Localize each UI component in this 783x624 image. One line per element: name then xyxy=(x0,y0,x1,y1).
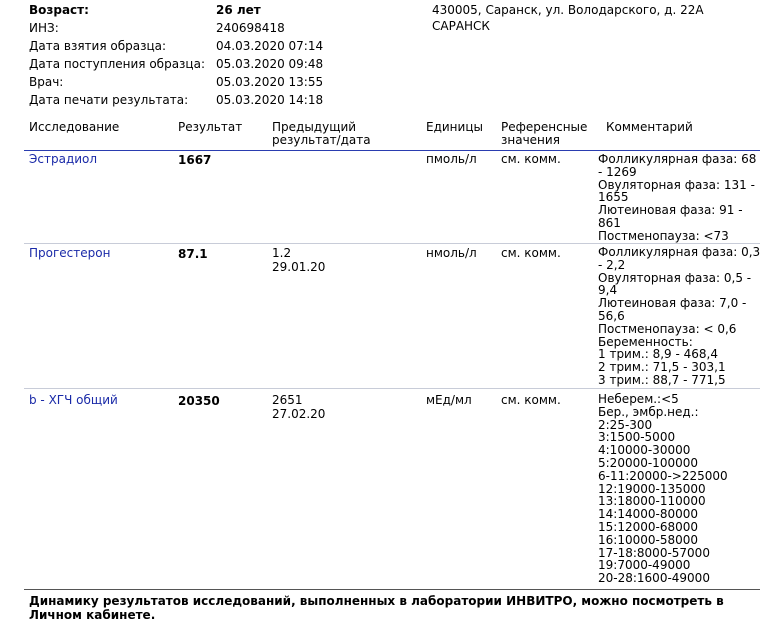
header-divider xyxy=(24,150,760,151)
sample-received-value: 05.03.2020 09:48 xyxy=(216,57,324,71)
header-reference-2: значения xyxy=(501,133,560,147)
header-reference-1: Референсные xyxy=(501,120,588,134)
row-previous-value: 2651 xyxy=(272,393,303,407)
row-previous-date: 27.02.20 xyxy=(272,407,326,421)
footer-note-line2[interactable]: Личном кабинете. xyxy=(29,608,156,622)
print-date-value: 05.03.2020 14:18 xyxy=(216,93,324,107)
row-previous-value: 1.2 xyxy=(272,246,292,260)
row-result: 1667 xyxy=(178,153,212,167)
row-comment: Фолликулярная фаза: 68 - 1269 Овуляторная фаза: 131 - 1655 Лютеиновая фаза: 91 - 861 Постменопауза: <73 xyxy=(598,152,757,243)
row-reference: см. комм. xyxy=(501,393,561,407)
sample-taken-value: 04.03.2020 07:14 xyxy=(216,39,324,53)
print-date-label: Дата печати результата: xyxy=(29,93,189,107)
doctor-label: Врач: xyxy=(29,75,64,89)
row-test-name[interactable]: Прогестерон xyxy=(29,246,111,260)
lab-address: 430005, Саранск, ул. Володарского, д. 22А xyxy=(432,3,704,17)
header-previous-2: результат/дата xyxy=(272,133,371,147)
header-test: Исследование xyxy=(29,120,120,134)
inz-value: 240698418 xyxy=(216,21,285,35)
row-result: 20350 xyxy=(178,394,220,408)
doctor-value: 05.03.2020 13:55 xyxy=(216,75,324,89)
row-units: нмоль/л xyxy=(426,246,477,260)
row-divider xyxy=(24,388,760,389)
row-comment: Неберем.:<5 Бер., эмбр.нед.: 2:25-300 3:1500-5000 4:10000-30000 5:20000-100000 6-11:20000->225000 12:19000-135000 13:18000-110000 14:14000-80000 15:12000-68000 16:10000-58000 17-18:8000-57000 19:7000-49000 20-28:1600-49000 xyxy=(598,392,728,586)
row-test-name[interactable]: b - ХГЧ общий xyxy=(29,393,118,407)
row-units: пмоль/л xyxy=(426,152,477,166)
row-divider xyxy=(24,243,760,244)
lab-city: САРАНСК xyxy=(432,19,490,33)
footer-note-line1: Динамику результатов исследований, выполненных в лаборатории ИНВИТРО, можно посмотреть в xyxy=(29,594,724,608)
row-test-name[interactable]: Эстрадиол xyxy=(29,152,98,166)
row-units: мЕд/мл xyxy=(426,393,472,407)
table-bottom-divider xyxy=(24,589,760,590)
header-previous-1: Предыдущий xyxy=(272,120,357,134)
row-result: 87.1 xyxy=(178,247,208,261)
row-comment: Фолликулярная фаза: 0,3 - 2,2 Овуляторная фаза: 0,5 - 9,4 Лютеиновая фаза: 7,0 - 56,6 Постменопауза: < 0,6 Беременность: 1 трим.: 8,9 - 468,4 2 трим.: 71,5 - 303,1 3 трим.: 88,7 - 771,5 xyxy=(598,245,761,387)
age-value: 26 лет xyxy=(216,3,261,17)
row-reference: см. комм. xyxy=(501,152,561,166)
sample-taken-label: Дата взятия образца: xyxy=(29,39,167,53)
age-label: Возраст: xyxy=(29,3,89,17)
header-units: Единицы xyxy=(426,120,483,134)
sample-received-label: Дата поступления образца: xyxy=(29,57,205,71)
row-reference: см. комм. xyxy=(501,246,561,260)
header-comment: Комментарий xyxy=(606,120,693,134)
inz-label: ИНЗ: xyxy=(29,21,59,35)
header-result: Результат xyxy=(178,120,243,134)
row-previous-date: 29.01.20 xyxy=(272,260,326,274)
